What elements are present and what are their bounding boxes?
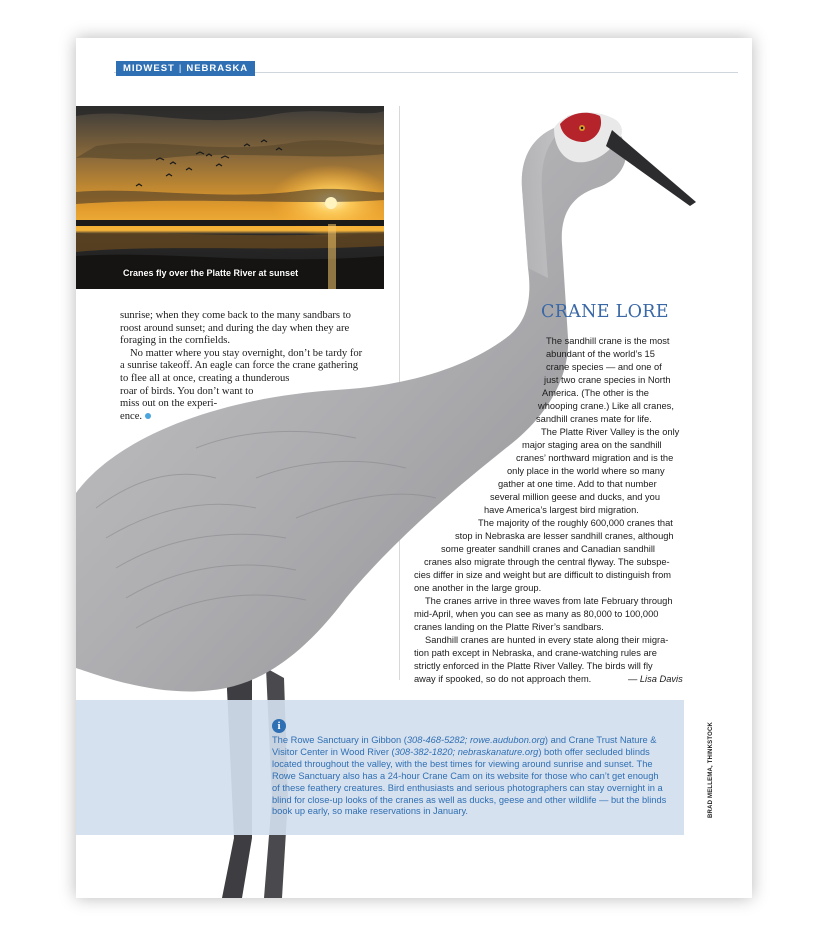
sidebar-line: tion path except in Nebraska, and crane-watching rules are [414, 648, 657, 658]
sidebar-line: America. (The other is the [542, 388, 649, 398]
sidebar-line: strictly enforced in the Platte River Valley. The birds will fly [414, 661, 653, 671]
end-mark-icon [145, 413, 151, 419]
rowe-sanctuary-contact: 308-468-5282; rowe.audubon.org [406, 735, 545, 745]
main-text-line: roar of birds. You don’t want to [120, 385, 254, 397]
sidebar-line: whooping crane.) Like all cranes, [538, 401, 674, 411]
sidebar-line: major staging area on the sandhill [522, 440, 662, 450]
photo-credit: BRAD MELLEMA, THINKSTOCK [708, 721, 714, 818]
main-article-text [120, 310, 382, 423]
sidebar-line: some greater sandhill cranes and Canadian sandhill [441, 544, 655, 554]
sidebar-line: cranes’ northward migration and is the [516, 453, 674, 463]
info-text-part: The Rowe Sanctuary in Gibbon ( [272, 735, 407, 745]
sidebar-line: sandhill cranes mate for life. [536, 414, 652, 424]
main-text-line: ence. [120, 410, 143, 422]
magazine-page [76, 38, 752, 898]
sidebar-line: The Platte River Valley is the only [541, 427, 680, 437]
main-text-line: No matter where you stay overnight, don’t be tardy for [130, 347, 363, 359]
sidebar-line: cranes also migrate through the central flyway. The subspe- [424, 557, 670, 567]
sidebar-line: one another in the large group. [414, 583, 542, 593]
sidebar-line: stop in Nebraska are lesser sandhill cranes, although [455, 531, 674, 541]
main-text-last-line [120, 411, 382, 424]
sidebar-line: cranes landing on the Platte River’s sandbars. [414, 622, 604, 632]
sidebar-line: abundant of the world’s 15 [546, 349, 655, 359]
main-text-line: foraging in the cornfields. [120, 335, 231, 347]
sidebar-line: several million geese and ducks, and you [490, 492, 661, 502]
info-text-part: ) both offer secluded blinds located throughout the valley, with the best times for viewing around sunrise and sunset. The Rowe Sanctuary also has a 24-hour Crane Cam on its website for those who can’t get enough of these feathery creatures. Bird enthusiasts and serious photographers can stay overnight in a blind for close-up looks of the cranes as well as ducks, geese and other wildlife — but the blinds book up early, so make reservations in January. [272, 746, 667, 817]
main-text-line: to flee all at once, creating a thunderous [120, 372, 290, 384]
sidebar-line: only place in the world where so many [507, 466, 665, 476]
section-region: MIDWEST [123, 63, 175, 74]
sidebar-line: away if spooked, so do not approach them. [414, 674, 592, 684]
info-icon: i [272, 719, 286, 733]
sidebar-line: crane species — and one of [546, 362, 662, 372]
info-text-part: ) and Crane Trust Nature & Visitor Center in Wood River ( [272, 735, 657, 757]
sidebar-author: — Lisa Davis [628, 674, 683, 684]
main-text-line: miss out on the experi- [120, 398, 218, 410]
main-text-line: a sunrise takeoff. An eagle can force the crane gathering [120, 360, 359, 372]
crane-trust-contact: 308-382-1820; nebraskanature.org [394, 746, 539, 757]
sidebar-line: The majority of the roughly 600,000 cranes that [478, 518, 673, 528]
sidebar-line: just two crane species in North [544, 375, 671, 385]
sidebar-line: cies differ in size and weight but are difficult to distinguish from [414, 570, 672, 580]
photo-caption: Cranes fly over the Platte River at sunset [123, 268, 299, 278]
info-box-text [272, 735, 668, 818]
sidebar-line: have America’s largest bird migration. [484, 505, 639, 515]
main-text-line: sunrise; when they come back to the many sandbars to [120, 310, 351, 321]
main-text-line: roost around sunset; and during the day when they are [120, 322, 350, 334]
sidebar-line: mid-April, when you can see as many as 80,000 to 100,000 [414, 609, 659, 619]
sidebar-title: CRANE LORE [541, 302, 669, 322]
sidebar-line: The sandhill crane is the most [546, 336, 670, 346]
section-state: NEBRASKA [186, 63, 249, 74]
section-separator: | [178, 63, 183, 74]
sidebar-line: gather at one time. Add to that number [498, 479, 657, 489]
sidebar-line: Sandhill cranes are hunted in every state along their migra- [425, 635, 669, 645]
sidebar-line: The cranes arrive in three waves from late February through [425, 596, 673, 606]
